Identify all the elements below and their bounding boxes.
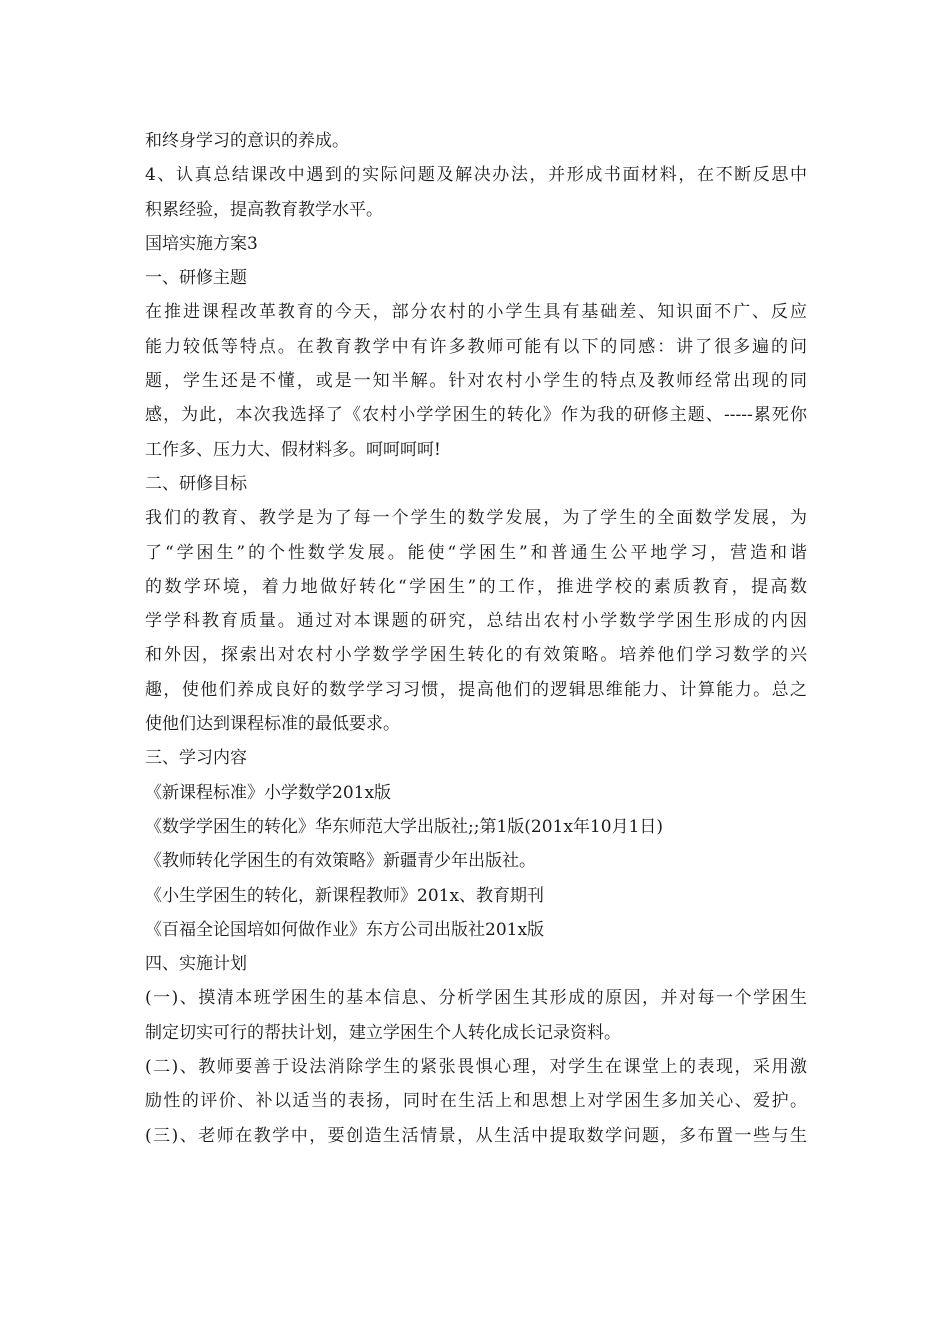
text-line: 使他们达到课程标准的最低要求。: [145, 714, 400, 735]
text-line: 《数学学困生的转化》华东师范大学出版社;;第1版(201x年10月1日): [145, 816, 664, 837]
text-line: 励性的评价、补以适当的表扬，同时在生活上和思想上对学困生多加关心、爱护。: [145, 1091, 807, 1112]
text-line: 的数学环境，着力地做好转化“学困生”的工作，推进学校的素质教育，提高数: [145, 576, 807, 597]
text-line: 《教师转化学困生的有效策略》新疆青少年出版社。: [145, 851, 536, 872]
text-line: 和外因，探索出对农村小学数学学困生转化的有效策略。培养他们学习数学的兴: [145, 645, 807, 666]
text-line: 一、研修主题: [145, 268, 247, 289]
text-line: 我们的教育、教学是为了每一个学生的数学发展，为了学生的全面数学发展，为: [145, 508, 807, 529]
text-line: 国培实施方案3: [145, 233, 258, 254]
text-line: 感，为此，本次我选择了《农村小学学困生的转化》作为我的研修主题、-----累死你: [145, 405, 807, 426]
document-page: [145, 124, 807, 1153]
text-line: 二、研修目标: [145, 473, 247, 494]
text-line: 制定切实可行的帮扶计划，建立学困生个人转化成长记录资料。: [145, 1022, 621, 1043]
text-line: 积累经验，提高教育教学水平。: [145, 199, 383, 220]
text-line: (一)、摸清本班学困生的基本信息、分析学困生其形成的原因，并对每一个学困生: [145, 988, 807, 1009]
text-line: 4、认真总结课改中遇到的实际问题及解决办法，并形成书面材料，在不断反思中: [145, 165, 807, 186]
text-line: 学学科教育质量。通过对本课题的研究，总结出农村小学数学学困生形成的内因: [145, 611, 807, 632]
text-line: 趣，使他们养成良好的数学学习习惯，提高他们的逻辑思维能力、计算能力。总之: [145, 679, 807, 700]
text-line: 和终身学习的意识的养成。: [145, 131, 349, 151]
text-line: (三)、老师在教学中，要创造生活情景，从生活中提取数学问题，多布置一些与生: [145, 1125, 807, 1146]
text-line: (二)、教师要善于设法消除学生的紧张畏惧心理，对学生在课堂上的表现，采用激: [145, 1057, 807, 1078]
text-line: 《百福全论国培如何做作业》东方公司出版社201x版: [145, 919, 545, 940]
text-line: 三、学习内容: [145, 748, 247, 769]
text-line: 工作多、压力大、假材料多。呵呵呵呵!: [145, 439, 441, 460]
text-line: 《小生学困生的转化，新课程教师》201x、教育期刊: [145, 885, 545, 906]
text-line: 《新课程标准》小学数学201x版: [145, 782, 392, 803]
text-line: 了“学困生”的个性数学发展。能使“学困生”和普通生公平地学习，营造和谐: [145, 542, 807, 563]
text-line: 题，学生还是不懂，或是一知半解。针对农村小学生的特点及教师经常出现的同: [145, 371, 807, 392]
text-line: 四、实施计划: [145, 954, 247, 975]
text-line: 能力较低等特点。在教育教学中有许多教师可能有以下的同感：讲了很多遍的问: [145, 336, 807, 357]
text-line: 在推进课程改革教育的今天，部分农村的小学生具有基础差、知识面不广、反应: [145, 302, 807, 323]
